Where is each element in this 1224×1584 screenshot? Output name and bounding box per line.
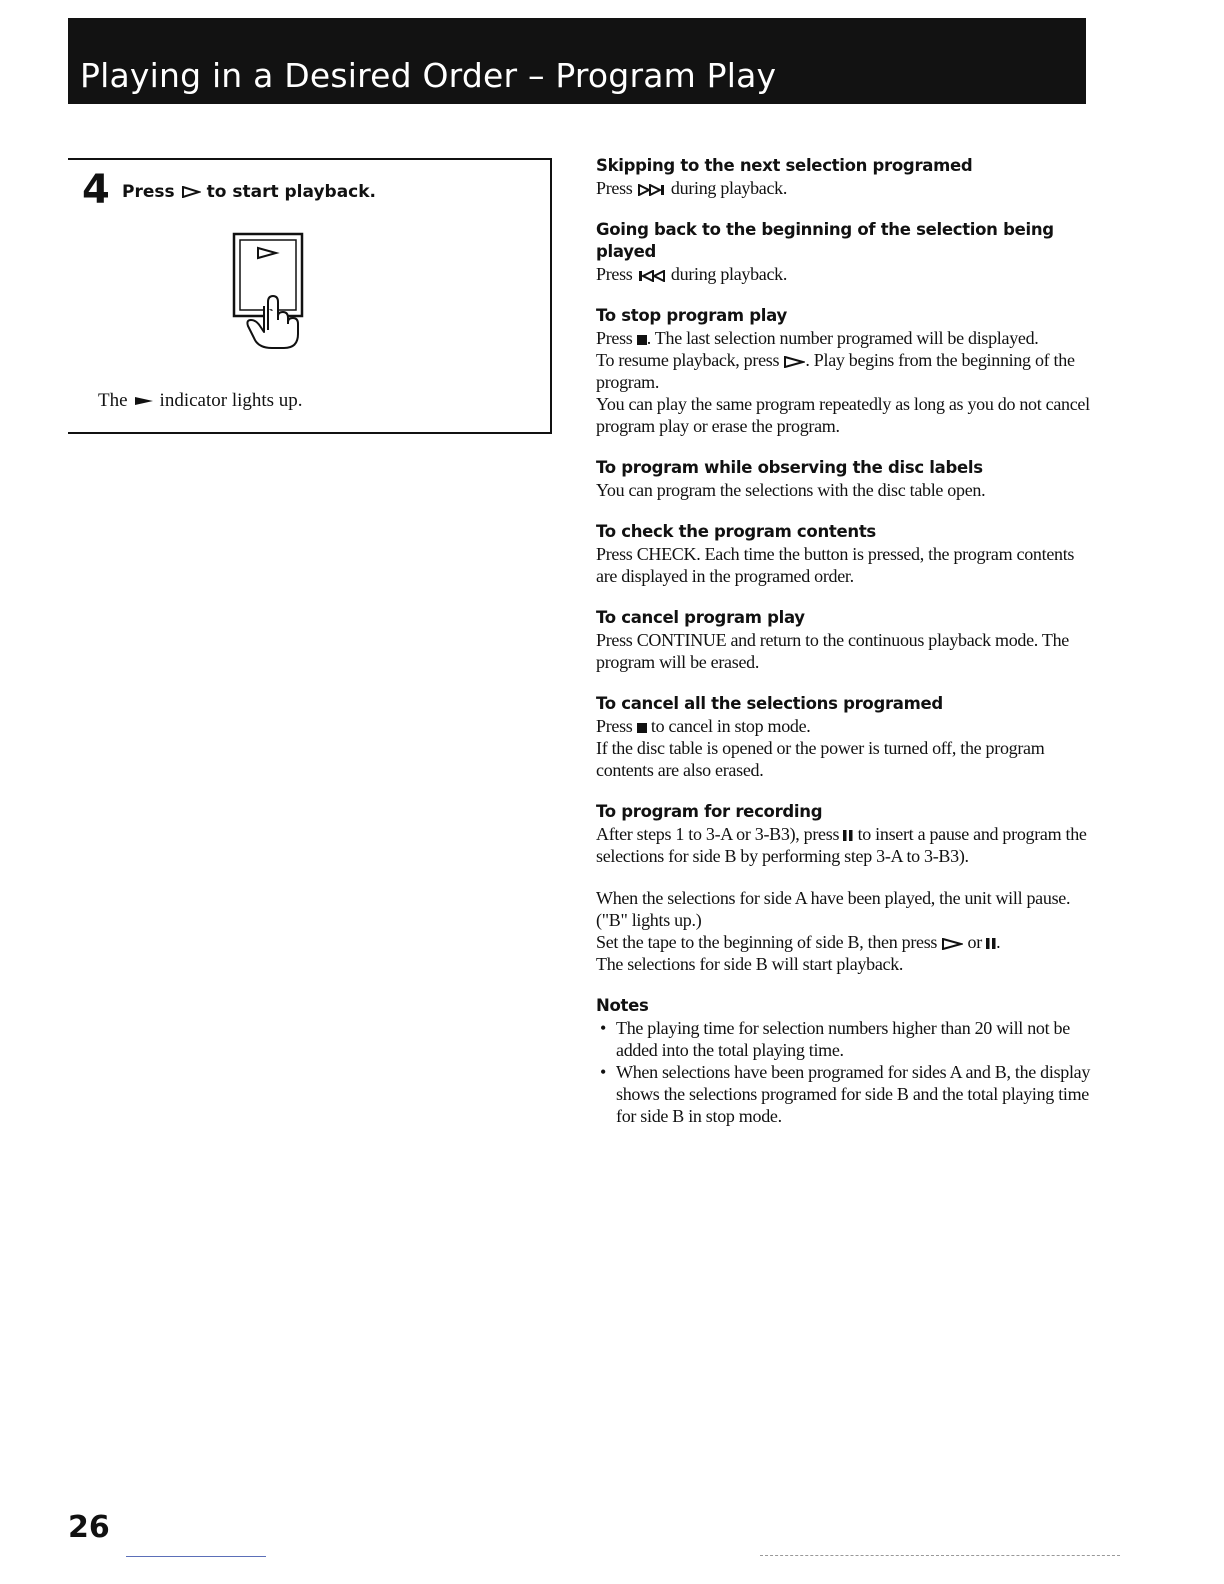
text-fragment: After steps 1 to 3-A or 3-B3), press	[596, 824, 840, 844]
indicator-suffix: indicator lights up.	[159, 390, 303, 411]
footer-divider	[126, 1556, 266, 1557]
section-recording	[596, 801, 1096, 975]
text-fragment: Set the tape to the beginning of side B, then press	[596, 932, 938, 952]
section-body	[596, 823, 1096, 867]
text-fragment: . The last selection number programed will be displayed.	[646, 328, 1039, 348]
play-indicator-icon	[134, 395, 154, 407]
section-heading: To check the program contents	[596, 522, 876, 541]
text-fragment: Press	[596, 716, 633, 736]
hand-pressing-play-button-icon	[228, 230, 318, 350]
section-body	[596, 931, 1096, 953]
page-title: Playing in a Desired Order – Program Play	[80, 56, 777, 95]
step-number: 4	[82, 167, 110, 213]
section-body	[596, 263, 1096, 285]
play-outline-icon	[181, 186, 201, 198]
section-body: When the selections for side A have been played, the unit will pause. ("B" lights up.)	[596, 888, 1071, 930]
section-heading: To program for recording	[596, 802, 823, 821]
text-fragment: . Play begins from the beginning of the program.	[596, 350, 1075, 392]
step-press-word: Press	[122, 182, 175, 202]
section-check	[596, 521, 1096, 587]
section-body: Press CONTINUE and return to the continuous playback mode. The program will be erased.	[596, 630, 1069, 672]
section-cancel-all	[596, 693, 1096, 781]
section-skip	[596, 155, 1096, 199]
stop-icon	[637, 335, 647, 345]
text-fragment: Press	[596, 264, 633, 284]
right-column	[596, 155, 1096, 1147]
section-body: You can play the same program repeatedly as long as you do not cancel program play or erase the program.	[596, 394, 1090, 436]
text-fragment: or	[967, 932, 982, 952]
section-heading: To cancel program play	[596, 608, 805, 627]
indicator-prefix: The	[98, 390, 128, 411]
section-body: Press CHECK. Each time the button is pressed, the program contents are displayed in the programed order.	[596, 544, 1075, 586]
footer-dotted-line	[760, 1555, 1120, 1556]
section-heading: To program while observing the disc labels	[596, 458, 983, 477]
play-outline-icon	[783, 356, 805, 368]
section-heading: To stop program play	[596, 306, 787, 325]
section-heading: Going back to the beginning of the selection being played	[596, 220, 1054, 261]
text-fragment: to insert a pause and program the selections for side B by performing step 3-A to 3-B3).	[596, 824, 1087, 866]
section-body: You can program the selections with the disc table open.	[596, 480, 986, 500]
section-observe	[596, 457, 1096, 501]
text-fragment: to cancel in stop mode.	[650, 716, 811, 736]
text-fragment: during playback.	[670, 264, 788, 284]
step-action: to start playback.	[206, 182, 377, 202]
section-body	[596, 715, 1096, 737]
text-fragment: Press	[596, 328, 633, 348]
section-cancel	[596, 607, 1096, 673]
section-body	[596, 327, 1096, 349]
text-fragment: during playback.	[670, 178, 788, 198]
section-notes	[596, 995, 1096, 1127]
section-body	[596, 349, 1096, 393]
section-body	[596, 177, 1096, 199]
play-outline-icon	[941, 938, 963, 950]
list-item: • The playing time for selection numbers higher than 20 will not be added into the total playing time.	[596, 1017, 1096, 1061]
section-heading: To cancel all the selections programed	[596, 694, 943, 713]
section-stop	[596, 305, 1096, 437]
section-back	[596, 219, 1096, 285]
page-number: 26	[68, 1510, 110, 1545]
section-heading: Skipping to the next selection programed	[596, 156, 973, 175]
pause-icon	[986, 938, 996, 949]
notes-list	[596, 1017, 1096, 1127]
section-heading: Notes	[596, 996, 649, 1015]
pause-icon	[843, 830, 853, 841]
section-body: If the disc table is opened or the power is turned off, the program contents are also erased.	[596, 738, 1045, 780]
step-instruction	[122, 182, 376, 202]
step-4-box	[68, 158, 552, 434]
text-fragment: .	[996, 932, 1001, 952]
list-item: • When selections have been programed for sides A and B, the display shows the selections programed for side B and the total playing time for side B in stop mode.	[596, 1061, 1096, 1127]
indicator-note	[98, 390, 303, 412]
section-body: The selections for side B will start playback.	[596, 954, 904, 974]
title-bar	[68, 18, 1086, 104]
stop-icon	[637, 723, 647, 733]
previous-track-icon	[637, 270, 667, 282]
text-fragment: To resume playback, press	[596, 350, 780, 370]
next-track-icon	[637, 184, 667, 196]
text-fragment: Press	[596, 178, 633, 198]
